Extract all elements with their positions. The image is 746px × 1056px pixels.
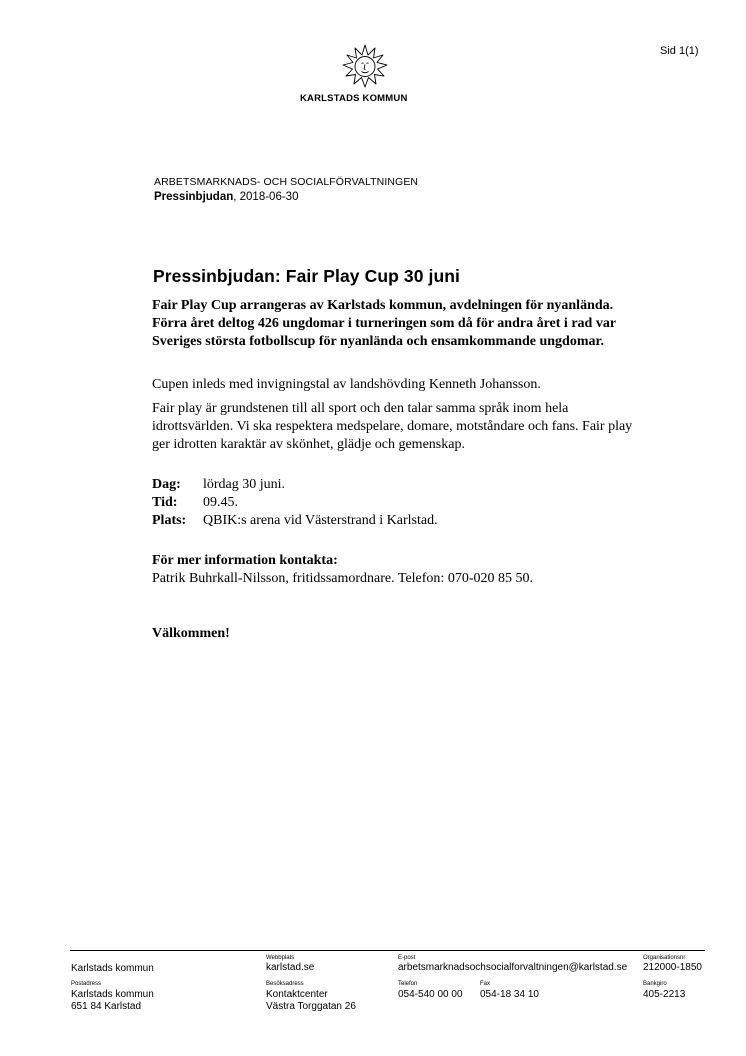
detail-row-day xyxy=(152,476,438,494)
footer-phone-label: Telefon xyxy=(398,981,418,987)
footer-email-label: E-post xyxy=(398,955,416,961)
footer-web-label: Webbplats xyxy=(266,955,295,961)
paragraph-opening: Cupen inleds med invigningstal av landshövding Kenneth Johansson. xyxy=(152,377,541,392)
footer-bankgiro-label: Bankgiro xyxy=(643,981,667,987)
karlstad-sun-logo-icon xyxy=(342,44,388,90)
footer-fax-label: Fax xyxy=(480,981,491,987)
detail-value: QBIK:s arena vid Västerstrand i Karlstad. xyxy=(203,513,438,528)
footer-org-name: Karlstads kommun xyxy=(71,963,154,974)
footer-divider xyxy=(70,950,705,951)
detail-value: lördag 30 juni. xyxy=(203,477,286,492)
department-name: ARBETSMARKNADS- OCH SOCIALFÖRVALTNINGEN xyxy=(154,176,419,188)
footer-post-line2: 651 84 Karlstad xyxy=(71,1001,142,1012)
footer-orgnr-label: Organisationsnr xyxy=(643,955,686,961)
event-details xyxy=(152,476,438,530)
lead-paragraph: Fair Play Cup arrangeras av Karlstads kommun, avdelningen för nyanlända. Förra året deltog 426 ungdomar i turneringen som då för andra året i rad var Sveriges största fotbollscup för nyanlända och ensamkommande ungdomar. xyxy=(152,298,616,349)
footer-visit-label: Besöksadress xyxy=(266,981,304,987)
footer-orgnr: 212000-1850 xyxy=(643,962,702,973)
footer-email-link[interactable]: arbetsmarknadsochsocialforvaltningen@karlstad.se xyxy=(398,962,628,973)
contact-heading: För mer information kontakta: xyxy=(152,553,338,568)
detail-label: Tid: xyxy=(152,495,178,510)
footer-phone: 054-540 00 00 xyxy=(398,989,463,1000)
footer-visit-line1: Kontaktcenter xyxy=(266,989,328,1000)
document-type-line xyxy=(154,191,298,203)
closing-welcome: Välkommen! xyxy=(152,626,230,641)
document-date: , 2018-06-30 xyxy=(233,191,299,203)
footer-visit-line2: Västra Torggatan 26 xyxy=(266,1001,356,1012)
footer-post-label: Postadress xyxy=(71,981,102,987)
page-number: Sid 1(1) xyxy=(660,45,699,57)
detail-row-place xyxy=(152,512,438,530)
detail-row-time xyxy=(152,494,438,512)
document-type: Pressinbjudan xyxy=(154,191,234,203)
footer-bankgiro: 405-2213 xyxy=(643,989,686,1000)
footer-web-link[interactable]: karlstad.se xyxy=(266,962,315,973)
headline: Pressinbjudan: Fair Play Cup 30 juni xyxy=(153,266,461,286)
paragraph-fair-play: Fair play är grundstenen till all sport och den talar samma språk inom hela idrottsvärlden. Vi ska respektera medspelare, domare, motståndare och fans. Fair play ger idrotten karaktär av skönhet, glädje och gemenskap. xyxy=(152,401,633,452)
detail-value: 09.45. xyxy=(203,495,238,510)
detail-label: Plats: xyxy=(152,513,187,528)
footer-fax: 054-18 34 10 xyxy=(480,989,539,1000)
contact-text: Patrik Buhrkall-Nilsson, fritidssamordnare. Telefon: 070-020 85 50. xyxy=(152,571,533,586)
footer-post-line1: Karlstads kommun xyxy=(71,989,154,1000)
detail-label: Dag: xyxy=(152,477,181,492)
org-name: KARLSTADS KOMMUN xyxy=(300,93,408,104)
